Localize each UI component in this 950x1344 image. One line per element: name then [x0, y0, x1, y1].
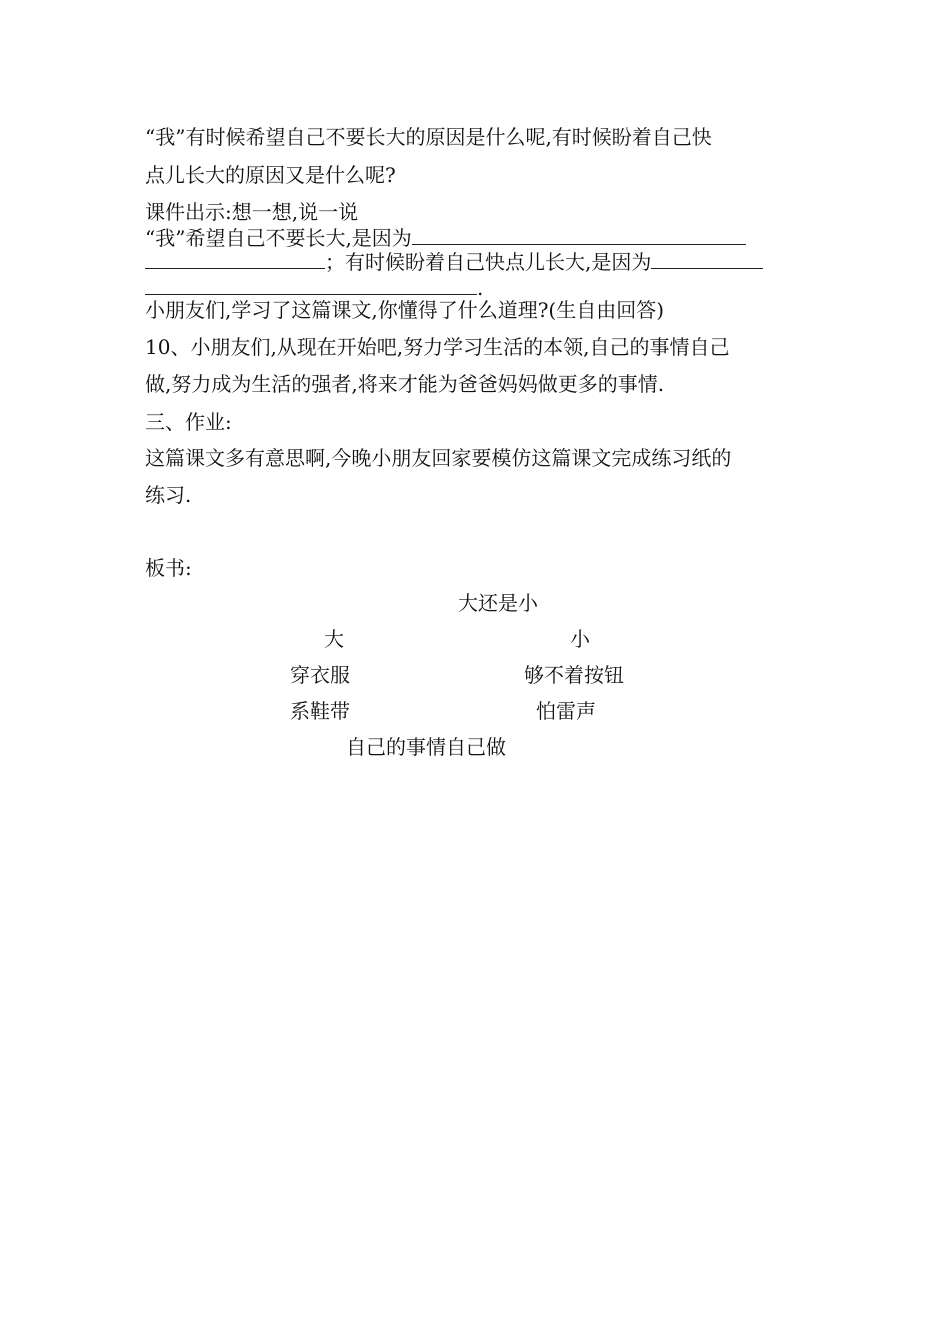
board-left-item-1: 穿衣服 [290, 663, 350, 687]
q1-line-2: 点儿长大的原因又是什么呢? [145, 163, 396, 187]
fill-blank-line-1 [145, 226, 746, 250]
homework-line-2: 练习. [145, 483, 192, 507]
blank-1 [412, 226, 746, 245]
fill-blank-prompt-2: ；有时候盼着自己快点儿长大,是因为 [325, 250, 652, 274]
fill-blank-prompt-1: “我”希望自己不要长大,是因为 [145, 226, 412, 250]
courseware-line: 课件出示:想一想,说一说 [145, 200, 359, 224]
fill-blank-line-2 [145, 250, 763, 274]
board-conclusion: 自己的事情自己做 [346, 735, 506, 759]
blank-4 [145, 276, 477, 295]
blank-2 [145, 250, 325, 269]
p10-line-2: 做,努力成为生活的强者,将来才能为爸爸妈妈做更多的事情. [145, 372, 665, 396]
q1-line-1: “我”有时候希望自己不要长大的原因是什么呢,有时候盼着自己快 [145, 125, 712, 149]
fill-blank-end: . [477, 276, 484, 300]
board-right-item-1: 够不着按钮 [524, 663, 624, 687]
board-right-heading: 小 [570, 627, 590, 651]
board-label: 板书: [145, 556, 192, 580]
board-left-item-2: 系鞋带 [290, 699, 350, 723]
board-title: 大还是小 [458, 591, 538, 615]
fill-blank-line-3 [145, 276, 483, 300]
homework-line-1: 这篇课文多有意思啊,今晚小朋友回家要模仿这篇课文完成练习纸的 [145, 446, 732, 470]
blank-3 [651, 250, 763, 269]
board-right-item-2: 怕雷声 [536, 699, 596, 723]
homework-heading: 三、作业: [145, 410, 232, 434]
q2-line: 小朋友们,学习了这篇课文,你懂得了什么道理?(生自由回答) [145, 298, 665, 322]
board-left-heading: 大 [324, 627, 344, 651]
p10-line-1: 10、小朋友们,从现在开始吧,努力学习生活的本领,自己的事情自己 [145, 335, 730, 359]
